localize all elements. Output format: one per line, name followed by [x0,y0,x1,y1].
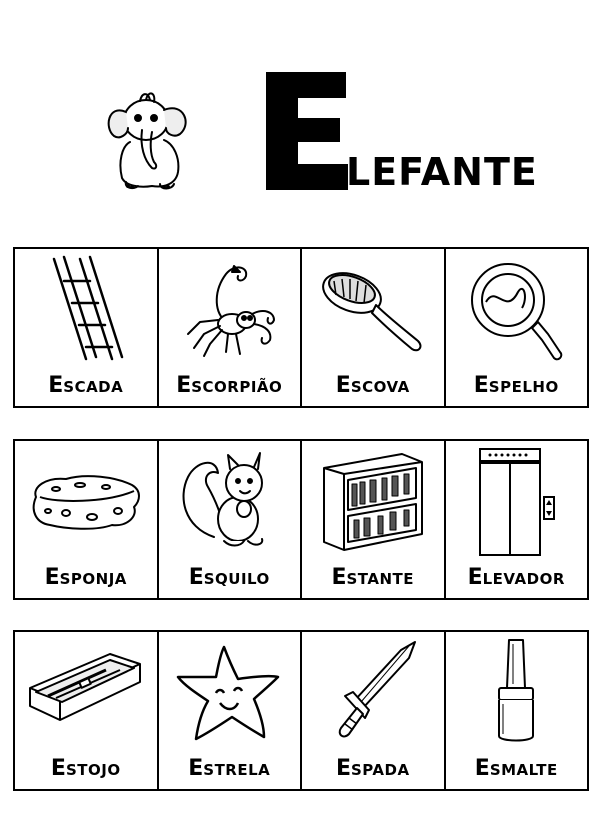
word-first-letter: E [176,373,192,398]
word-rest: SCORPIÃO [191,378,283,396]
word-rest: STRELA [203,761,271,779]
word-first-letter: E [473,373,489,398]
ladder-icon [15,255,157,365]
word-card-esmalte [446,632,588,789]
word-card-espelho [446,249,588,406]
word-label [159,373,301,398]
elevator-icon [446,447,588,557]
word-label [446,756,588,781]
word-first-letter: E [188,565,204,590]
word-card-espada [302,632,446,789]
word-card-elevador [446,441,588,598]
bookshelf-icon [302,447,444,557]
svg-text:E: E [260,70,261,71]
word-label [302,565,444,590]
word-card-escova [302,249,446,406]
word-card-esponja [15,441,159,598]
brush-icon [302,255,444,365]
word-label [302,756,444,781]
word-rest: SCOVA [350,378,410,396]
word-label [15,373,157,398]
word-row-3 [13,630,589,791]
word-rest: SCADA [63,378,124,396]
word-rest: SPONJA [59,570,127,588]
sponge-icon [15,447,157,557]
word-card-escada [15,249,159,406]
word-card-estrela [159,632,303,789]
mirror-icon [446,255,588,365]
word-label [15,565,157,590]
word-rest: SPADA [350,761,410,779]
title-rest: LEFANTE [346,150,538,194]
word-label [302,373,444,398]
word-row-1 [13,247,589,408]
word-first-letter: E [188,756,204,781]
word-first-letter: E [50,756,66,781]
scorpion-icon [159,255,301,365]
word-first-letter: E [467,565,483,590]
pencil-case-icon [15,638,157,748]
word-first-letter: E [335,373,351,398]
nail-polish-icon [446,638,588,748]
elephant-icon [100,84,200,194]
word-first-letter: E [474,756,490,781]
word-row-2 [13,439,589,600]
word-first-letter: E [335,756,351,781]
star-icon [159,638,301,748]
word-card-estante [302,441,446,598]
title-first-letter [260,70,350,192]
word-first-letter: E [44,565,60,590]
squirrel-icon [159,447,301,557]
word-first-letter: E [48,373,64,398]
word-label [159,565,301,590]
word-card-esquilo [159,441,303,598]
word-rest: STOJO [65,761,121,779]
word-card-estojo [15,632,159,789]
word-label [446,373,588,398]
word-rest: SQUILO [203,570,270,588]
word-label [159,756,301,781]
word-rest: LEVADOR [482,570,565,588]
sword-icon [302,638,444,748]
title-header [100,70,538,200]
word-rest: SMALTE [489,761,558,779]
word-rest: STANTE [346,570,415,588]
word-first-letter: E [331,565,347,590]
word-label [446,565,588,590]
word-rest: SPELHO [488,378,559,396]
word-card-escorpião [159,249,303,406]
word-label [15,756,157,781]
